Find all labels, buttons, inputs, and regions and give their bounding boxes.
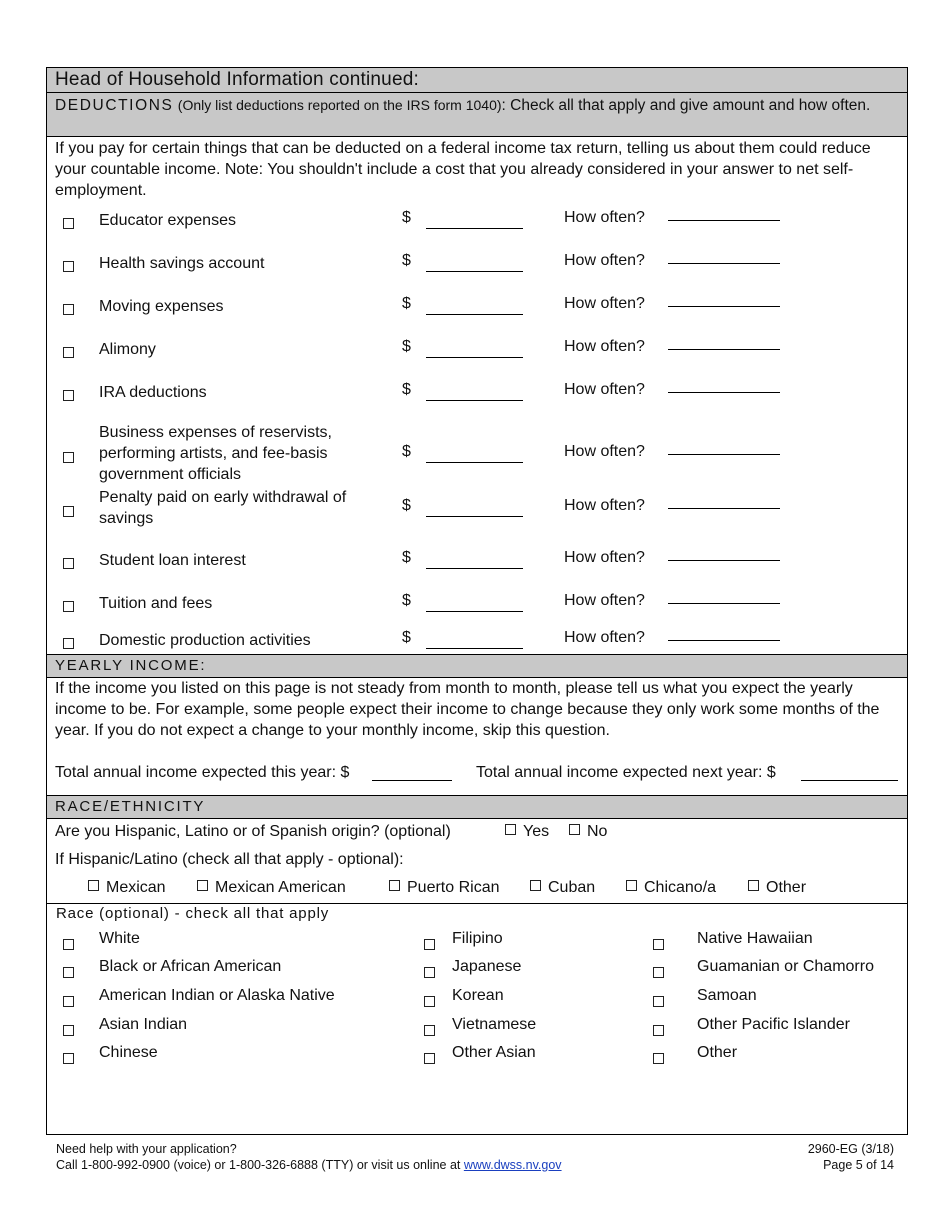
- frequency-field[interactable]: [668, 250, 780, 264]
- amount-field[interactable]: [426, 594, 523, 612]
- how-often-label: How often?: [564, 549, 645, 566]
- race-option-label: Other: [697, 1044, 738, 1061]
- hispanic-option[interactable]: [389, 879, 500, 897]
- page-info: [808, 1141, 894, 1173]
- deduction-checkbox[interactable]: [63, 638, 74, 649]
- deduction-checkbox[interactable]: [63, 261, 74, 272]
- next-year-label: Total annual income expected next year: $: [476, 764, 776, 781]
- race-checkbox[interactable]: [63, 1025, 74, 1036]
- hispanic-option-checkbox[interactable]: [748, 880, 759, 891]
- hispanic-option[interactable]: [88, 879, 166, 897]
- frequency-field[interactable]: [668, 207, 780, 221]
- amount-field[interactable]: [426, 499, 523, 517]
- hispanic-option-checkbox[interactable]: [88, 880, 99, 891]
- deduction-label: Alimony: [99, 341, 156, 358]
- race-option-label: White: [99, 930, 140, 947]
- race-checkbox[interactable]: [653, 1053, 664, 1064]
- form-number: 2960-EG (3/18): [807, 1142, 894, 1156]
- hispanic-followup: If Hispanic/Latino (check all that apply - optional):: [55, 851, 404, 868]
- hispanic-yes-checkbox[interactable]: [505, 824, 516, 835]
- race-option-label: Native Hawaiian: [697, 930, 813, 947]
- deductions-instruction: : Check all that apply and give amount and how often.: [501, 97, 871, 114]
- race-checkbox[interactable]: [63, 967, 74, 978]
- race-option-label: Samoan: [697, 987, 757, 1004]
- race-option-label: Filipino: [452, 930, 503, 947]
- frequency-field[interactable]: [668, 441, 780, 455]
- frequency-field[interactable]: [668, 336, 780, 350]
- deduction-label: Business expenses of reservists, performing artists, and fee-basis government officials: [99, 424, 332, 483]
- section-title: Head of Household Information continued:: [47, 68, 907, 93]
- hispanic-option-checkbox[interactable]: [389, 880, 400, 891]
- how-often-label: How often?: [564, 442, 645, 460]
- race-option-label: Black or African American: [99, 958, 282, 975]
- amount-field[interactable]: [426, 340, 523, 358]
- amount-field[interactable]: [426, 631, 523, 649]
- help-line: Need help with your application?: [56, 1142, 237, 1156]
- race-option-label: Japanese: [452, 958, 522, 975]
- currency-symbol: $: [402, 252, 411, 269]
- currency-symbol: $: [402, 381, 411, 398]
- amount-field[interactable]: [426, 211, 523, 229]
- race-checkbox[interactable]: [63, 996, 74, 1007]
- frequency-field[interactable]: [668, 590, 780, 604]
- deduction-label: Health savings account: [99, 255, 265, 272]
- deduction-label: Educator expenses: [99, 212, 236, 229]
- help-contact: Call 1-800-992-0900 (voice) or 1-800-326-6888 (TTY) or visit us online at: [56, 1158, 464, 1172]
- frequency-field[interactable]: [668, 293, 780, 307]
- how-often-label: How often?: [564, 295, 645, 312]
- next-year-income-field[interactable]: [801, 762, 898, 781]
- website-link[interactable]: www.dwss.nv.gov: [463, 1158, 562, 1172]
- deductions-intro: If you pay for certain things that can be deducted on a federal income tax return, telling us about them could reduce your countable income. Note: You shouldn't include a cost that you already considered in your answer to net self-employment.: [55, 140, 871, 199]
- hispanic-option[interactable]: [748, 879, 806, 897]
- race-checkbox[interactable]: [424, 1025, 435, 1036]
- this-year-income-field[interactable]: [372, 762, 452, 781]
- race-checkbox[interactable]: [424, 1053, 435, 1064]
- page-number: Page 5 of 14: [823, 1158, 894, 1172]
- deduction-label: IRA deductions: [99, 384, 207, 401]
- deductions-qualifier: (Only list deductions reported on the IRS form 1040): [177, 97, 502, 113]
- deduction-label: Student loan interest: [99, 552, 246, 569]
- amount-field[interactable]: [426, 551, 523, 569]
- deduction-label: Domestic production activities: [99, 632, 311, 649]
- hispanic-question: Are you Hispanic, Latino or of Spanish origin? (optional): [55, 823, 451, 840]
- hispanic-no-checkbox[interactable]: [569, 824, 580, 835]
- yearly-income-text: If the income you listed on this page is not steady from month to month, please tell us what you expect the yearly income to be. For example, some people expect their income to change because they only work some months of the year. If you do not expect a change to your monthly income, skip this question.: [55, 680, 880, 739]
- hispanic-option[interactable]: [626, 879, 716, 897]
- hispanic-option-label: Mexican: [106, 879, 166, 896]
- how-often-label: How often?: [564, 209, 645, 226]
- hispanic-option-checkbox[interactable]: [530, 880, 541, 891]
- amount-field[interactable]: [426, 383, 523, 401]
- deduction-label: Penalty paid on early withdrawal of savings: [99, 489, 347, 527]
- race-section: [47, 904, 907, 1136]
- hispanic-section: [47, 819, 907, 904]
- amount-field[interactable]: [426, 297, 523, 315]
- deduction-checkbox[interactable]: [63, 390, 74, 401]
- race-option-label: Asian Indian: [99, 1016, 188, 1033]
- race-checkbox[interactable]: [63, 1053, 74, 1064]
- hispanic-option-checkbox[interactable]: [197, 880, 208, 891]
- race-checkbox[interactable]: [424, 967, 435, 978]
- how-often-label: How often?: [564, 629, 645, 646]
- hispanic-option[interactable]: [530, 879, 595, 897]
- race-option-label: Other Asian: [452, 1044, 536, 1061]
- hispanic-option-label: Mexican American: [215, 879, 346, 896]
- currency-symbol: $: [402, 497, 411, 514]
- currency-symbol: $: [402, 338, 411, 355]
- race-heading: Race (optional) - check all that apply: [56, 905, 330, 922]
- frequency-field[interactable]: [668, 547, 780, 561]
- race-option-label: Chinese: [99, 1044, 158, 1061]
- deduction-checkbox[interactable]: [63, 304, 74, 315]
- amount-field[interactable]: [426, 254, 523, 272]
- deduction-label: Moving expenses: [99, 298, 224, 315]
- application-form: [46, 67, 908, 1135]
- race-ethnicity-heading: RACE/ETHNICITY: [47, 795, 907, 819]
- race-option-label: Korean: [452, 987, 504, 1004]
- race-checkbox[interactable]: [63, 939, 74, 950]
- deduction-checkbox[interactable]: [63, 506, 74, 517]
- deductions-list: [47, 204, 907, 654]
- deductions-heading: DEDUCTIONS: [55, 97, 174, 114]
- help-footer: [56, 1141, 562, 1173]
- yearly-income-heading: YEARLY INCOME:: [47, 654, 907, 678]
- hispanic-yes-label: Yes: [523, 823, 550, 840]
- race-option-label: American Indian or Alaska Native: [99, 987, 335, 1004]
- hispanic-option-label: Puerto Rican: [407, 879, 500, 896]
- how-often-label: How often?: [564, 252, 645, 269]
- race-option-label: Guamanian or Chamorro: [697, 958, 874, 975]
- amount-field[interactable]: [426, 445, 523, 463]
- hispanic-option-label: Other: [766, 879, 807, 896]
- this-year-label: Total annual income expected this year: $: [55, 764, 350, 781]
- how-often-label: How often?: [564, 381, 645, 398]
- deduction-checkbox[interactable]: [63, 218, 74, 229]
- race-checkbox[interactable]: [424, 996, 435, 1007]
- frequency-field[interactable]: [668, 379, 780, 393]
- hispanic-yes-option[interactable]: [505, 823, 549, 841]
- race-option-label: Other Pacific Islander: [697, 1016, 850, 1033]
- hispanic-option-label: Cuban: [548, 879, 596, 896]
- frequency-field[interactable]: [668, 495, 780, 509]
- hispanic-option-label: Chicano/a: [644, 879, 717, 896]
- race-checkbox[interactable]: [424, 939, 435, 950]
- how-often-label: How often?: [564, 497, 645, 514]
- currency-symbol: $: [402, 549, 411, 566]
- hispanic-no-label: No: [587, 823, 608, 840]
- hispanic-no-option[interactable]: [569, 823, 607, 841]
- hispanic-option-checkbox[interactable]: [626, 880, 637, 891]
- currency-symbol: $: [402, 629, 411, 646]
- hispanic-option[interactable]: [197, 879, 346, 897]
- deduction-checkbox[interactable]: [63, 601, 74, 612]
- currency-symbol: $: [402, 295, 411, 312]
- race-option-label: Vietnamese: [452, 1016, 537, 1033]
- frequency-field[interactable]: [668, 627, 780, 641]
- deduction-checkbox[interactable]: [63, 452, 74, 463]
- deductions-header: [47, 93, 907, 137]
- deduction-checkbox[interactable]: [63, 558, 74, 569]
- how-often-label: How often?: [564, 338, 645, 355]
- race-checkbox[interactable]: [653, 996, 664, 1007]
- currency-symbol: $: [402, 592, 411, 609]
- race-checkbox[interactable]: [653, 967, 664, 978]
- how-often-label: How often?: [564, 592, 645, 609]
- race-checkbox[interactable]: [653, 939, 664, 950]
- yearly-income-section: [47, 678, 907, 795]
- currency-symbol: $: [402, 209, 411, 226]
- currency-symbol: $: [402, 442, 411, 460]
- deduction-label: Tuition and fees: [99, 595, 213, 612]
- deduction-checkbox[interactable]: [63, 347, 74, 358]
- race-checkbox[interactable]: [653, 1025, 664, 1036]
